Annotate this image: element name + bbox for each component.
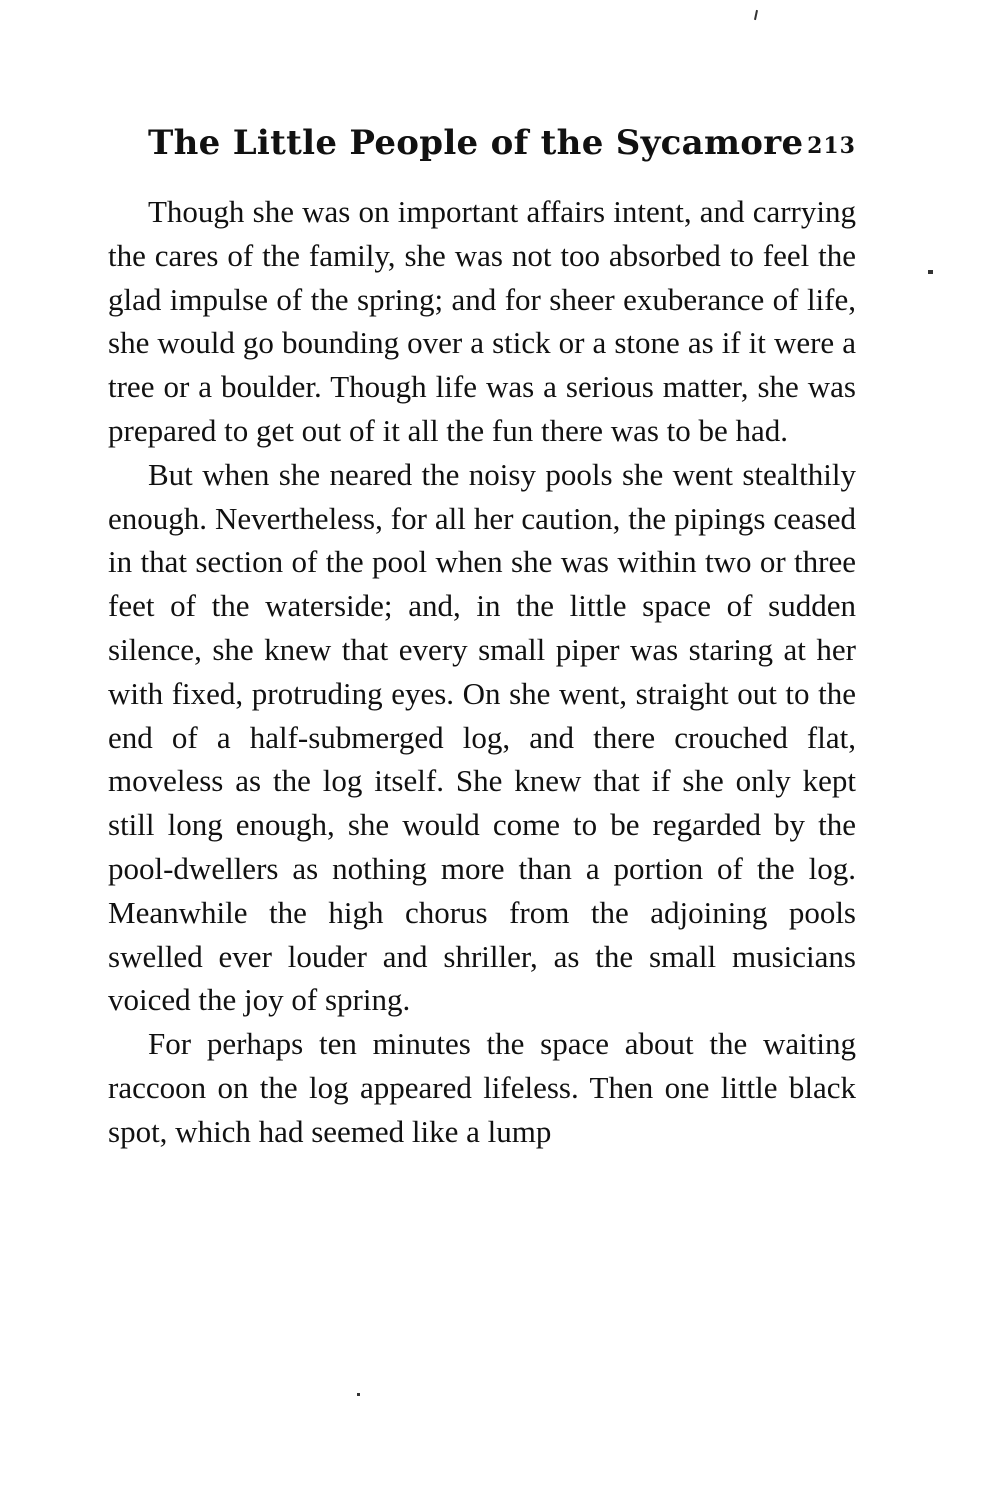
paragraph-3: For perhaps ten minutes the space about the waiting raccoon on the log appeared lifeless. Then one little black spot, which had seemed like a lump (108, 1026, 856, 1149)
running-head (148, 118, 856, 168)
running-title: The Little People of the Sycamore (148, 123, 804, 163)
scan-speck-right (928, 270, 933, 274)
paragraph-2: But when she neared the noisy pools she went stealthily enough. Nevertheless, for all her caution, the pipings ceased in that section of the pool when she was within two or three feet of the waterside; and, in the little space of sudden silence, she knew that every small piper was staring at her with fixed, protruding eyes. On she went, straight out to the end of a half-submerged log, and there crouched flat, moveless as the log itself. She knew that if she only kept still long enough, she would come to be regarded by the pool-dwellers as nothing more than a portion of the log. Meanwhile the high chorus from the adjoining pools swelled ever louder and shriller, as the small musicians voiced the joy of spring. (108, 456, 856, 1018)
scan-speck-top (754, 10, 758, 20)
body-text (108, 190, 856, 1154)
page-number: 213 (807, 133, 856, 159)
paragraph-1: Though she was on important affairs intent, and carrying the cares of the family, she was not too absorbed to feel the glad impulse of the spring; and for sheer exuberance of life, she would go bounding over a stick or a stone as if it were a tree or a boulder. Though life was a serious matter, she was prepared to get out of it all the fun there was to be had. (108, 194, 856, 448)
scan-speck-bottom (357, 1393, 360, 1396)
